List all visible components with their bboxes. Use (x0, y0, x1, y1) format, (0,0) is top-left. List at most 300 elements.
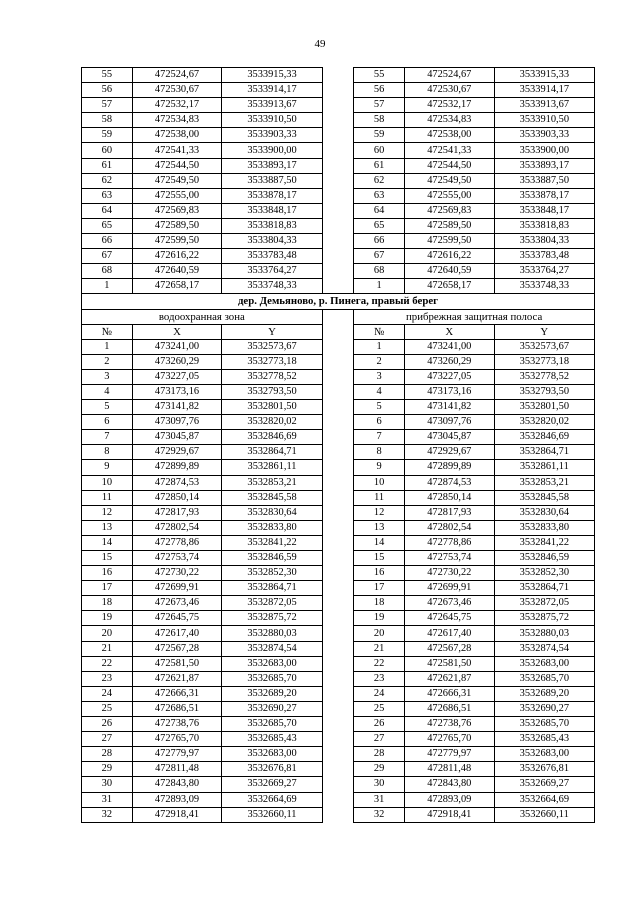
left-x-cell: 472753,74 (132, 551, 222, 566)
right-num-cell: 14 (354, 535, 405, 550)
left-x-cell: 472621,87 (132, 671, 222, 686)
left-x-cell: 472686,51 (132, 701, 222, 716)
left-x-cell: 473097,76 (132, 415, 222, 430)
table-row (82, 400, 595, 415)
table-row (82, 339, 595, 354)
right-num-cell: 62 (354, 173, 405, 188)
right-num-cell: 26 (354, 717, 405, 732)
right-y-cell: 3533910,50 (494, 113, 594, 128)
left-x-cell: 472658,17 (132, 279, 222, 294)
gap-cell (322, 188, 354, 203)
right-x-cell: 472532,17 (404, 98, 494, 113)
table-row (82, 460, 595, 475)
gap-cell (322, 128, 354, 143)
right-x-cell: 473045,87 (404, 430, 494, 445)
left-num-cell: 27 (82, 732, 133, 747)
right-num-cell: 10 (354, 475, 405, 490)
left-y-cell: 3532685,43 (222, 732, 322, 747)
table-row (82, 415, 595, 430)
left-y-cell: 3533887,50 (222, 173, 322, 188)
gap-cell (322, 113, 354, 128)
right-y-cell: 3532773,18 (494, 354, 594, 369)
right-y-cell: 3532846,69 (494, 430, 594, 445)
right-num-cell: 67 (354, 249, 405, 264)
right-num-cell: 4 (354, 384, 405, 399)
right-num-cell: 58 (354, 113, 405, 128)
gap-cell (322, 792, 354, 807)
gap-cell (322, 747, 354, 762)
table-row (82, 490, 595, 505)
left-num-cell: 1 (82, 279, 133, 294)
left-y-cell: 3532841,22 (222, 535, 322, 550)
section-title-row (82, 294, 595, 309)
gap-cell (322, 143, 354, 158)
right-x-cell: 472621,87 (404, 671, 494, 686)
left-y-cell: 3533748,33 (222, 279, 322, 294)
left-header-y: Y (222, 324, 322, 339)
gap-cell (322, 324, 354, 339)
table-row (82, 249, 595, 264)
table-row (82, 264, 595, 279)
left-num-cell: 29 (82, 762, 133, 777)
table-row (82, 747, 595, 762)
left-x-cell: 472802,54 (132, 520, 222, 535)
right-num-cell: 20 (354, 626, 405, 641)
table-row (82, 113, 595, 128)
left-y-cell: 3532778,52 (222, 369, 322, 384)
right-y-cell: 3532852,30 (494, 566, 594, 581)
right-x-cell: 473141,82 (404, 400, 494, 415)
table-row (82, 128, 595, 143)
right-num-cell: 11 (354, 490, 405, 505)
right-y-cell: 3532820,02 (494, 415, 594, 430)
left-x-cell: 472599,50 (132, 234, 222, 249)
left-num-cell: 22 (82, 656, 133, 671)
table-row (82, 762, 595, 777)
right-x-cell: 472544,50 (404, 158, 494, 173)
right-y-cell: 3533915,33 (494, 68, 594, 83)
right-x-cell: 472524,67 (404, 68, 494, 83)
gap-cell (322, 309, 354, 324)
left-y-cell: 3533900,00 (222, 143, 322, 158)
left-x-cell: 472640,59 (132, 264, 222, 279)
right-y-cell: 3532676,81 (494, 762, 594, 777)
gap-cell (322, 520, 354, 535)
right-y-cell: 3533914,17 (494, 83, 594, 98)
right-y-cell: 3532833,80 (494, 520, 594, 535)
left-x-cell: 472581,50 (132, 656, 222, 671)
left-y-cell: 3532820,02 (222, 415, 322, 430)
left-num-cell: 16 (82, 566, 133, 581)
left-y-cell: 3532846,59 (222, 551, 322, 566)
column-header-row (82, 324, 595, 339)
right-x-cell: 472645,75 (404, 611, 494, 626)
right-x-cell: 472765,70 (404, 732, 494, 747)
left-y-cell: 3533893,17 (222, 158, 322, 173)
left-x-cell: 472779,97 (132, 747, 222, 762)
right-x-cell: 472730,22 (404, 566, 494, 581)
right-num-cell: 1 (354, 339, 405, 354)
right-y-cell: 3532690,27 (494, 701, 594, 716)
gap-cell (322, 641, 354, 656)
right-x-cell: 472549,50 (404, 173, 494, 188)
left-y-cell: 3532690,27 (222, 701, 322, 716)
right-num-cell: 19 (354, 611, 405, 626)
table-row (82, 641, 595, 656)
top-rows-body (82, 68, 595, 294)
right-y-cell: 3533893,17 (494, 158, 594, 173)
left-num-cell: 9 (82, 460, 133, 475)
left-num-cell: 7 (82, 430, 133, 445)
right-num-cell: 31 (354, 792, 405, 807)
gap-cell (322, 611, 354, 626)
left-x-cell: 472532,17 (132, 98, 222, 113)
left-x-cell: 473141,82 (132, 400, 222, 415)
right-num-cell: 63 (354, 188, 405, 203)
left-x-cell: 473173,16 (132, 384, 222, 399)
left-num-cell: 21 (82, 641, 133, 656)
table-row (82, 158, 595, 173)
table-row (82, 83, 595, 98)
left-y-cell: 3532846,69 (222, 430, 322, 445)
left-x-cell: 472673,46 (132, 596, 222, 611)
gap-cell (322, 279, 354, 294)
right-x-cell: 472555,00 (404, 188, 494, 203)
right-x-cell: 473241,00 (404, 339, 494, 354)
gap-cell (322, 445, 354, 460)
left-x-cell: 472778,86 (132, 535, 222, 550)
left-num-cell: 13 (82, 520, 133, 535)
right-y-cell: 3532685,70 (494, 671, 594, 686)
left-x-cell: 472524,67 (132, 68, 222, 83)
gap-cell (322, 415, 354, 430)
left-x-cell: 472617,40 (132, 626, 222, 641)
left-x-cell: 472765,70 (132, 732, 222, 747)
right-num-cell: 22 (354, 656, 405, 671)
right-num-cell: 15 (354, 551, 405, 566)
table-row (82, 430, 595, 445)
gap-cell (322, 98, 354, 113)
left-y-cell: 3532683,00 (222, 656, 322, 671)
table-row (82, 369, 595, 384)
right-num-cell: 59 (354, 128, 405, 143)
right-x-cell: 472581,50 (404, 656, 494, 671)
right-y-cell: 3533804,33 (494, 234, 594, 249)
coordinates-table (81, 67, 595, 823)
table-row (82, 671, 595, 686)
left-x-cell: 473045,87 (132, 430, 222, 445)
right-num-cell: 29 (354, 762, 405, 777)
right-x-cell: 472589,50 (404, 218, 494, 233)
right-x-cell: 472811,48 (404, 762, 494, 777)
gap-cell (322, 339, 354, 354)
left-y-cell: 3532875,72 (222, 611, 322, 626)
gap-cell (322, 505, 354, 520)
left-x-cell: 472541,33 (132, 143, 222, 158)
right-y-cell: 3532669,27 (494, 777, 594, 792)
left-x-cell: 472645,75 (132, 611, 222, 626)
gap-cell (322, 671, 354, 686)
gap-cell (322, 460, 354, 475)
gap-cell (322, 475, 354, 490)
left-num-cell: 2 (82, 354, 133, 369)
left-zone-label: водоохранная зона (82, 309, 323, 324)
left-y-cell: 3532864,71 (222, 581, 322, 596)
table-row (82, 445, 595, 460)
right-x-cell: 472817,93 (404, 505, 494, 520)
left-y-cell: 3533913,67 (222, 98, 322, 113)
right-y-cell: 3533900,00 (494, 143, 594, 158)
right-y-cell: 3532830,64 (494, 505, 594, 520)
left-y-cell: 3532861,11 (222, 460, 322, 475)
right-y-cell: 3533848,17 (494, 203, 594, 218)
gap-cell (322, 203, 354, 218)
right-num-cell: 64 (354, 203, 405, 218)
right-y-cell: 3532874,54 (494, 641, 594, 656)
right-x-cell: 472567,28 (404, 641, 494, 656)
table-row (82, 807, 595, 822)
left-x-cell: 472589,50 (132, 218, 222, 233)
left-y-cell: 3532664,69 (222, 792, 322, 807)
left-y-cell: 3532801,50 (222, 400, 322, 415)
left-header-x: X (132, 324, 222, 339)
right-num-cell: 66 (354, 234, 405, 249)
left-num-cell: 63 (82, 188, 133, 203)
right-y-cell: 3533903,33 (494, 128, 594, 143)
right-num-cell: 60 (354, 143, 405, 158)
left-y-cell: 3533783,48 (222, 249, 322, 264)
right-x-cell: 473260,29 (404, 354, 494, 369)
gap-cell (322, 701, 354, 716)
right-num-cell: 7 (354, 430, 405, 445)
left-num-cell: 55 (82, 68, 133, 83)
left-y-cell: 3533903,33 (222, 128, 322, 143)
right-num-cell: 30 (354, 777, 405, 792)
table-row (82, 596, 595, 611)
table-row (82, 143, 595, 158)
left-num-cell: 57 (82, 98, 133, 113)
right-x-cell: 472874,53 (404, 475, 494, 490)
left-y-cell: 3532864,71 (222, 445, 322, 460)
right-y-cell: 3532880,03 (494, 626, 594, 641)
right-x-cell: 472929,67 (404, 445, 494, 460)
right-x-cell: 472802,54 (404, 520, 494, 535)
left-num-cell: 12 (82, 505, 133, 520)
right-x-cell: 472843,80 (404, 777, 494, 792)
left-y-cell: 3532773,18 (222, 354, 322, 369)
table-row (82, 354, 595, 369)
left-y-cell: 3533910,50 (222, 113, 322, 128)
right-y-cell: 3532685,43 (494, 732, 594, 747)
right-y-cell: 3532853,21 (494, 475, 594, 490)
right-y-cell: 3533887,50 (494, 173, 594, 188)
left-x-cell: 472730,22 (132, 566, 222, 581)
right-num-cell: 16 (354, 566, 405, 581)
right-y-cell: 3532801,50 (494, 400, 594, 415)
right-y-cell: 3532573,67 (494, 339, 594, 354)
right-x-cell: 472599,50 (404, 234, 494, 249)
right-y-cell: 3532864,71 (494, 581, 594, 596)
gap-cell (322, 762, 354, 777)
left-num-cell: 19 (82, 611, 133, 626)
table-row (82, 218, 595, 233)
right-x-cell: 473097,76 (404, 415, 494, 430)
right-num-cell: 8 (354, 445, 405, 460)
left-y-cell: 3533878,17 (222, 188, 322, 203)
left-y-cell: 3532685,70 (222, 717, 322, 732)
left-num-cell: 10 (82, 475, 133, 490)
left-y-cell: 3532833,80 (222, 520, 322, 535)
gap-cell (322, 430, 354, 445)
left-x-cell: 472699,91 (132, 581, 222, 596)
left-num-cell: 31 (82, 792, 133, 807)
left-y-cell: 3532685,70 (222, 671, 322, 686)
gap-cell (322, 249, 354, 264)
table-row (82, 203, 595, 218)
right-header-x: X (404, 324, 494, 339)
table-row (82, 98, 595, 113)
left-num-cell: 60 (82, 143, 133, 158)
table-row (82, 475, 595, 490)
table-row (82, 173, 595, 188)
right-num-cell: 3 (354, 369, 405, 384)
right-x-cell: 472658,17 (404, 279, 494, 294)
table-row (82, 279, 595, 294)
right-num-cell: 27 (354, 732, 405, 747)
gap-cell (322, 566, 354, 581)
right-y-cell: 3532683,00 (494, 656, 594, 671)
right-num-cell: 68 (354, 264, 405, 279)
right-num-cell: 13 (354, 520, 405, 535)
right-y-cell: 3533818,83 (494, 218, 594, 233)
gap-cell (322, 234, 354, 249)
left-x-cell: 473260,29 (132, 354, 222, 369)
gap-cell (322, 807, 354, 822)
table-row (82, 505, 595, 520)
right-x-cell: 472899,89 (404, 460, 494, 475)
right-y-cell: 3532864,71 (494, 445, 594, 460)
gap-cell (322, 686, 354, 701)
gap-cell (322, 173, 354, 188)
left-num-cell: 32 (82, 807, 133, 822)
left-x-cell: 472569,83 (132, 203, 222, 218)
right-x-cell: 472699,91 (404, 581, 494, 596)
right-x-cell: 472893,09 (404, 792, 494, 807)
left-y-cell: 3532853,21 (222, 475, 322, 490)
right-y-cell: 3532841,22 (494, 535, 594, 550)
table-row (82, 792, 595, 807)
right-y-cell: 3532685,70 (494, 717, 594, 732)
table-row (82, 234, 595, 249)
right-num-cell: 9 (354, 460, 405, 475)
right-num-cell: 65 (354, 218, 405, 233)
right-y-cell: 3533913,67 (494, 98, 594, 113)
table-row (82, 686, 595, 701)
gap-cell (322, 68, 354, 83)
right-y-cell: 3532778,52 (494, 369, 594, 384)
left-num-cell: 14 (82, 535, 133, 550)
right-x-cell: 473173,16 (404, 384, 494, 399)
right-y-cell: 3533878,17 (494, 188, 594, 203)
gap-cell (322, 83, 354, 98)
gap-cell (322, 354, 354, 369)
left-x-cell: 472929,67 (132, 445, 222, 460)
left-num-cell: 24 (82, 686, 133, 701)
left-x-cell: 472567,28 (132, 641, 222, 656)
right-x-cell: 473227,05 (404, 369, 494, 384)
right-num-cell: 6 (354, 415, 405, 430)
left-num-cell: 4 (82, 384, 133, 399)
left-y-cell: 3532573,67 (222, 339, 322, 354)
left-x-cell: 472843,80 (132, 777, 222, 792)
left-x-cell: 472811,48 (132, 762, 222, 777)
gap-cell (322, 369, 354, 384)
left-x-cell: 472874,53 (132, 475, 222, 490)
right-num-cell: 55 (354, 68, 405, 83)
right-y-cell: 3532872,05 (494, 596, 594, 611)
left-y-cell: 3533915,33 (222, 68, 322, 83)
right-x-cell: 472738,76 (404, 717, 494, 732)
left-num-cell: 25 (82, 701, 133, 716)
left-header-num: № (82, 324, 133, 339)
table-row (82, 777, 595, 792)
left-x-cell: 472555,00 (132, 188, 222, 203)
right-num-cell: 56 (354, 83, 405, 98)
right-x-cell: 472538,00 (404, 128, 494, 143)
gap-cell (322, 717, 354, 732)
right-x-cell: 472850,14 (404, 490, 494, 505)
right-header-y: Y (494, 324, 594, 339)
left-x-cell: 472544,50 (132, 158, 222, 173)
right-x-cell: 472666,31 (404, 686, 494, 701)
right-x-cell: 472640,59 (404, 264, 494, 279)
right-y-cell: 3532664,69 (494, 792, 594, 807)
right-x-cell: 472541,33 (404, 143, 494, 158)
gap-cell (322, 218, 354, 233)
left-y-cell: 3532676,81 (222, 762, 322, 777)
table-row (82, 717, 595, 732)
left-y-cell: 3533804,33 (222, 234, 322, 249)
right-x-cell: 472753,74 (404, 551, 494, 566)
right-num-cell: 32 (354, 807, 405, 822)
left-x-cell: 472666,31 (132, 686, 222, 701)
right-x-cell: 472534,83 (404, 113, 494, 128)
left-x-cell: 472850,14 (132, 490, 222, 505)
left-num-cell: 23 (82, 671, 133, 686)
right-y-cell: 3532861,11 (494, 460, 594, 475)
gap-cell (322, 535, 354, 550)
gap-cell (322, 400, 354, 415)
left-num-cell: 11 (82, 490, 133, 505)
left-num-cell: 26 (82, 717, 133, 732)
left-num-cell: 1 (82, 339, 133, 354)
right-x-cell: 472569,83 (404, 203, 494, 218)
left-x-cell: 472534,83 (132, 113, 222, 128)
left-num-cell: 61 (82, 158, 133, 173)
right-y-cell: 3533783,48 (494, 249, 594, 264)
left-y-cell: 3533818,83 (222, 218, 322, 233)
left-num-cell: 65 (82, 218, 133, 233)
left-y-cell: 3532880,03 (222, 626, 322, 641)
right-num-cell: 21 (354, 641, 405, 656)
right-y-cell: 3533748,33 (494, 279, 594, 294)
right-y-cell: 3533764,27 (494, 264, 594, 279)
table-row (82, 384, 595, 399)
right-x-cell: 472616,22 (404, 249, 494, 264)
table-row (82, 68, 595, 83)
right-num-cell: 1 (354, 279, 405, 294)
gap-cell (322, 596, 354, 611)
